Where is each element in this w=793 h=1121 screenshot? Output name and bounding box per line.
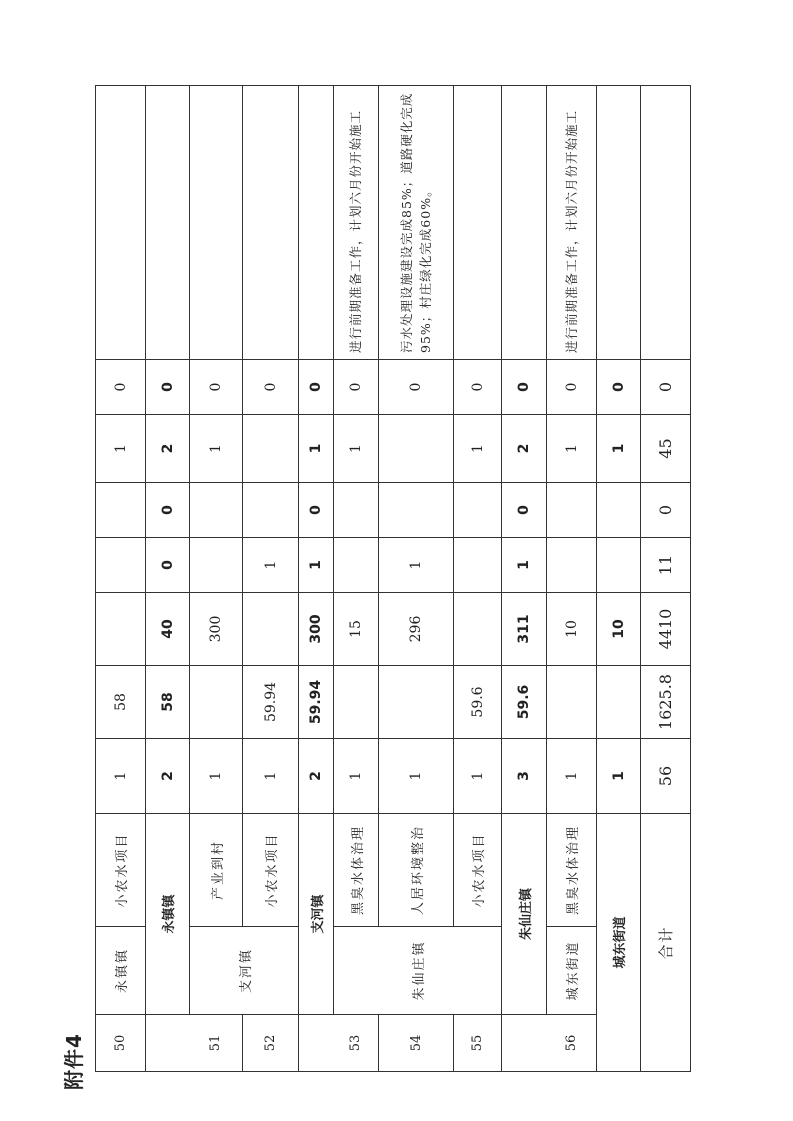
v2-cell: 0 bbox=[146, 483, 190, 538]
v4-cell: 0 bbox=[334, 360, 379, 415]
v4-cell: 0 bbox=[146, 360, 190, 415]
project-cell: 人居环境整治 bbox=[379, 814, 454, 927]
v3-cell bbox=[243, 415, 299, 483]
amount-a-cell: 59.94 bbox=[299, 666, 334, 739]
v4-cell: 0 bbox=[96, 360, 146, 415]
v1-cell bbox=[96, 538, 146, 593]
amount-b-cell: 10 bbox=[547, 593, 597, 666]
row-number: 50 bbox=[96, 1015, 146, 1072]
v2-cell bbox=[96, 483, 146, 538]
v1-cell: 1 bbox=[502, 538, 547, 593]
town-cell: 永镇镇 bbox=[96, 927, 146, 1015]
count-cell: 1 bbox=[597, 739, 641, 814]
table-row bbox=[379, 86, 454, 1072]
amount-b-cell: 300 bbox=[299, 593, 334, 666]
v3-cell: 1 bbox=[597, 415, 641, 483]
table-row bbox=[190, 86, 243, 1072]
amount-b-cell bbox=[96, 593, 146, 666]
note-cell: 污水处理设施建设完成85%；道路硬化完成95%；村庄绿化完成60%。 bbox=[379, 86, 454, 360]
v3-cell: 2 bbox=[146, 415, 190, 483]
count-cell: 1 bbox=[334, 739, 379, 814]
amount-b-cell: 15 bbox=[334, 593, 379, 666]
total-label: 合计 bbox=[641, 814, 691, 1072]
table-row bbox=[243, 86, 299, 1072]
project-cell: 黑臭水体治理 bbox=[547, 814, 597, 927]
amount-b-cell: 300 bbox=[190, 593, 243, 666]
town-cell: 朱仙庄镇 bbox=[334, 927, 502, 1015]
project-table bbox=[95, 85, 691, 1072]
row-number bbox=[299, 1015, 334, 1072]
note-cell bbox=[502, 86, 547, 360]
v2-cell bbox=[547, 483, 597, 538]
count-cell: 2 bbox=[299, 739, 334, 814]
row-number bbox=[502, 1015, 547, 1072]
v1-cell: 1 bbox=[379, 538, 454, 593]
v1-cell: 1 bbox=[243, 538, 299, 593]
v4-cell: 0 bbox=[299, 360, 334, 415]
count-cell: 1 bbox=[190, 739, 243, 814]
note-cell bbox=[299, 86, 334, 360]
v4-cell: 0 bbox=[597, 360, 641, 415]
amount-b-cell: 4410 bbox=[641, 593, 691, 666]
amount-b-cell: 296 bbox=[379, 593, 454, 666]
amount-b-cell: 40 bbox=[146, 593, 190, 666]
v3-cell: 1 bbox=[299, 415, 334, 483]
row-number: 54 bbox=[379, 1015, 454, 1072]
v4-cell: 0 bbox=[243, 360, 299, 415]
amount-a-cell bbox=[547, 666, 597, 739]
v4-cell: 0 bbox=[547, 360, 597, 415]
note-cell bbox=[146, 86, 190, 360]
v2-cell bbox=[243, 483, 299, 538]
count-cell: 1 bbox=[96, 739, 146, 814]
v1-cell bbox=[547, 538, 597, 593]
row-number: 53 bbox=[334, 1015, 379, 1072]
count-cell: 1 bbox=[454, 739, 502, 814]
v1-cell: 0 bbox=[146, 538, 190, 593]
amount-a-cell bbox=[190, 666, 243, 739]
subtotal-row bbox=[597, 86, 641, 1072]
note-cell: 进行前期准备工作，计划六月份开始施工 bbox=[334, 86, 379, 360]
v2-cell bbox=[190, 483, 243, 538]
amount-a-cell: 59.6 bbox=[454, 666, 502, 739]
v1-cell: 11 bbox=[641, 538, 691, 593]
v2-cell bbox=[597, 483, 641, 538]
v4-cell: 0 bbox=[190, 360, 243, 415]
note-cell bbox=[641, 86, 691, 360]
town-cell: 城东街道 bbox=[547, 927, 597, 1015]
table-row bbox=[96, 86, 146, 1072]
v2-cell bbox=[454, 483, 502, 538]
amount-b-cell: 311 bbox=[502, 593, 547, 666]
row-number bbox=[146, 1015, 190, 1072]
v2-cell: 0 bbox=[299, 483, 334, 538]
v4-cell: 0 bbox=[379, 360, 454, 415]
count-cell: 1 bbox=[547, 739, 597, 814]
note-cell bbox=[597, 86, 641, 360]
v4-cell: 0 bbox=[454, 360, 502, 415]
town-cell: 支河镇 bbox=[190, 927, 299, 1015]
amount-a-cell: 1625.8 bbox=[641, 666, 691, 739]
v1-cell: 1 bbox=[299, 538, 334, 593]
amount-a-cell: 58 bbox=[146, 666, 190, 739]
total-row bbox=[641, 86, 691, 1072]
v3-cell: 1 bbox=[547, 415, 597, 483]
rotated-table-wrapper bbox=[95, 86, 690, 1072]
v1-cell bbox=[454, 538, 502, 593]
count-cell: 1 bbox=[379, 739, 454, 814]
row-number: 52 bbox=[243, 1015, 299, 1072]
amount-b-cell bbox=[243, 593, 299, 666]
table-row bbox=[454, 86, 502, 1072]
note-cell: 进行前期准备工作，计划六月份开始施工 bbox=[547, 86, 597, 360]
amount-b-cell bbox=[454, 593, 502, 666]
v3-cell: 1 bbox=[334, 415, 379, 483]
annex-label: 附件4 bbox=[62, 1033, 86, 1090]
count-cell: 1 bbox=[243, 739, 299, 814]
project-cell: 小农水项目 bbox=[454, 814, 502, 927]
project-cell: 产业到村 bbox=[190, 814, 243, 927]
v2-cell: 0 bbox=[502, 483, 547, 538]
subtotal-row bbox=[146, 86, 190, 1072]
count-cell: 56 bbox=[641, 739, 691, 814]
v3-cell: 1 bbox=[190, 415, 243, 483]
project-cell: 黑臭水体治理 bbox=[334, 814, 379, 927]
v1-cell bbox=[597, 538, 641, 593]
note-cell bbox=[243, 86, 299, 360]
v2-cell bbox=[334, 483, 379, 538]
v3-cell: 2 bbox=[502, 415, 547, 483]
subtotal-row bbox=[502, 86, 547, 1072]
amount-a-cell: 58 bbox=[96, 666, 146, 739]
v3-cell bbox=[379, 415, 454, 483]
v3-cell: 1 bbox=[96, 415, 146, 483]
subtotal-town: 永镇镇 bbox=[146, 814, 190, 1015]
count-cell: 3 bbox=[502, 739, 547, 814]
amount-b-cell: 10 bbox=[597, 593, 641, 666]
table-row bbox=[334, 86, 379, 1072]
v1-cell bbox=[334, 538, 379, 593]
amount-a-cell bbox=[379, 666, 454, 739]
table-row bbox=[547, 86, 597, 1072]
count-cell: 2 bbox=[146, 739, 190, 814]
subtotal-row bbox=[299, 86, 334, 1072]
amount-a-cell: 59.94 bbox=[243, 666, 299, 739]
v4-cell: 0 bbox=[502, 360, 547, 415]
v1-cell bbox=[190, 538, 243, 593]
row-number: 51 bbox=[190, 1015, 243, 1072]
subtotal-town: 城东街道 bbox=[597, 814, 641, 1072]
v3-cell: 1 bbox=[454, 415, 502, 483]
note-cell bbox=[96, 86, 146, 360]
project-cell: 小农水项目 bbox=[243, 814, 299, 927]
row-number: 56 bbox=[547, 1015, 597, 1072]
note-cell bbox=[190, 86, 243, 360]
project-cell: 小农水项目 bbox=[96, 814, 146, 927]
amount-a-cell bbox=[334, 666, 379, 739]
v3-cell: 45 bbox=[641, 415, 691, 483]
subtotal-town: 支河镇 bbox=[299, 814, 334, 1015]
v4-cell: 0 bbox=[641, 360, 691, 415]
v2-cell: 0 bbox=[641, 483, 691, 538]
row-number: 55 bbox=[454, 1015, 502, 1072]
note-cell bbox=[454, 86, 502, 360]
subtotal-town: 朱仙庄镇 bbox=[502, 814, 547, 1015]
amount-a-cell: 59.6 bbox=[502, 666, 547, 739]
v2-cell bbox=[379, 483, 454, 538]
amount-a-cell bbox=[597, 666, 641, 739]
